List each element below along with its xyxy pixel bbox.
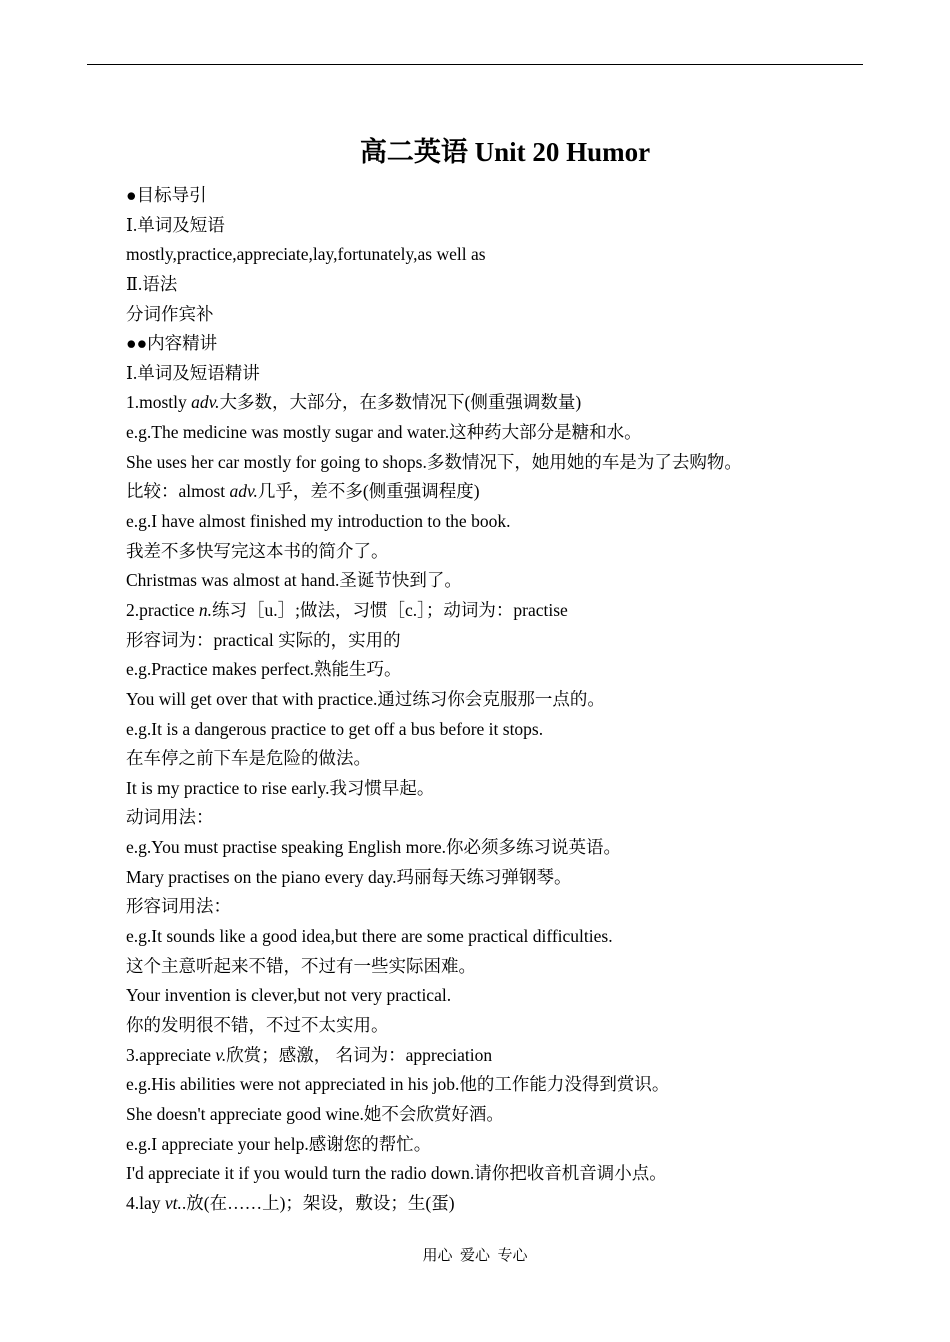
text-segment: 几乎，差不多(侧重强调程度) xyxy=(257,481,480,502)
text-line: I'd appreciate it if you would turn the radio down.请你把收音机音调小点。 xyxy=(126,1163,667,1184)
text-line: e.g.His abilities were not appreciated in his job.他的工作能力没得到赏识。 xyxy=(126,1074,670,1095)
text-line: e.g.It is a dangerous practice to get off a bus before it stops. xyxy=(126,718,544,739)
part-of-speech: v. xyxy=(215,1044,227,1065)
text-line: It is my practice to rise early.我习惯早起。 xyxy=(126,777,435,798)
text-segment: 欣赏；感激， 名词为：appreciation xyxy=(226,1044,493,1065)
header-rule xyxy=(87,64,863,65)
page-title: 高二英语 Unit 20 Humor xyxy=(359,137,651,167)
text-line xyxy=(126,388,866,418)
part-of-speech: vt. xyxy=(164,1192,182,1213)
text-line: 分词作宾补 xyxy=(126,303,214,324)
text-line: 你的发明很不错，不过不太实用。 xyxy=(126,1014,389,1035)
text-line: e.g.I have almost finished my introduction to the book. xyxy=(126,511,511,532)
text-segment: 1.mostly xyxy=(126,392,192,413)
text-segment: 大多数，大部分，在多数情况下(侧重强调数量) xyxy=(219,392,582,413)
text-line: 形容词为：practical 实际的，实用的 xyxy=(126,629,401,650)
document-body xyxy=(126,181,866,1218)
text-line: e.g.Practice makes perfect.熟能生巧。 xyxy=(126,659,402,680)
part-of-speech: adv. xyxy=(191,392,220,413)
text-line: Your invention is clever,but not very practical. xyxy=(126,985,452,1006)
text-line: You will get over that with practice.通过练习你会克服那一点的。 xyxy=(126,688,605,709)
text-segment: 2.practice xyxy=(126,599,199,620)
text-line: She doesn't appreciate good wine.她不会欣赏好酒。 xyxy=(126,1103,504,1124)
text-line: ●●内容精讲 xyxy=(126,333,218,354)
text-line: She uses her car mostly for going to shops.多数情况下，她用她的车是为了去购物。 xyxy=(126,451,742,472)
text-line xyxy=(126,1041,866,1071)
text-line: Christmas was almost at hand.圣诞节快到了。 xyxy=(126,570,462,591)
text-line: Ⅰ.单词及短语 xyxy=(126,214,225,235)
text-line: e.g.You must practise speaking English more.你必须多练习说英语。 xyxy=(126,837,621,858)
text-segment: 3.appreciate xyxy=(126,1044,216,1065)
text-line: e.g.I appreciate your help.感谢您的帮忙。 xyxy=(126,1133,432,1154)
text-segment: 4.lay xyxy=(126,1192,165,1213)
text-segment: 比较：almost xyxy=(126,481,230,502)
text-line: 这个主意听起来不错，不过有一些实际困难。 xyxy=(126,955,476,976)
text-line: e.g.It sounds like a good idea,but there are some practical difficulties. xyxy=(126,926,613,947)
text-segment: .放(在……上)；架设，敷设；生(蛋) xyxy=(181,1192,455,1213)
text-line: Ⅰ.单词及短语精讲 xyxy=(126,362,260,383)
text-line xyxy=(126,596,866,626)
text-line: Ⅱ.语法 xyxy=(126,273,178,294)
text-line: Mary practises on the piano every day.玛丽每天练习弹钢琴。 xyxy=(126,866,572,887)
text-line: 形容词用法： xyxy=(126,896,231,917)
text-line: 动词用法： xyxy=(126,807,214,828)
part-of-speech: n. xyxy=(198,599,212,620)
text-line: 在车停之前下车是危险的做法。 xyxy=(126,748,371,769)
text-line: ●目标导引 xyxy=(126,185,207,205)
text-line: 我差不多快写完这本书的简介了。 xyxy=(126,540,389,561)
text-segment: 练习［u.］;做法，习惯［c.］；动词为：practise xyxy=(212,599,568,620)
page-footer: 用心 爱心 专心 xyxy=(422,1248,528,1264)
part-of-speech: adv. xyxy=(229,481,258,502)
text-line xyxy=(126,477,866,507)
text-line: e.g.The medicine was mostly sugar and water.这种药大部分是糖和水。 xyxy=(126,422,642,443)
text-line xyxy=(126,1189,866,1219)
text-line: mostly,practice,appreciate,lay,fortunately,as well as xyxy=(126,244,486,265)
